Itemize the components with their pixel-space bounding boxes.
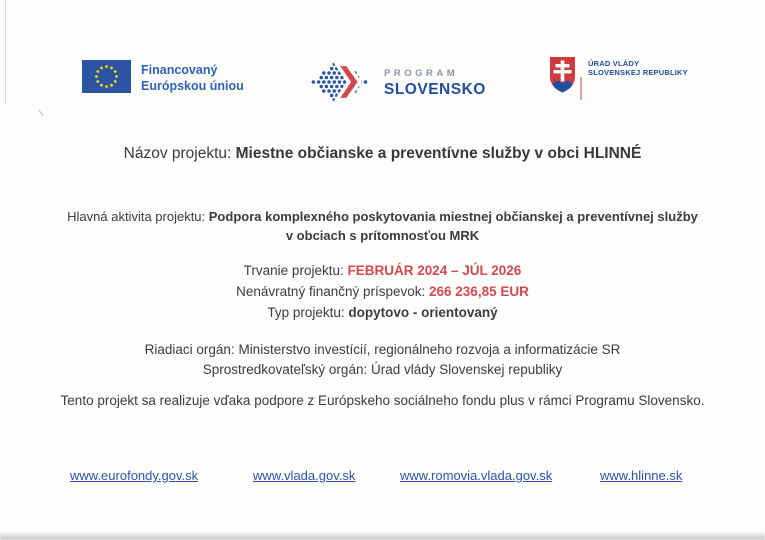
- grant-line: [0, 284, 765, 299]
- eu-funding-line1: Financovaný: [141, 63, 218, 77]
- duration-value: FEBRUÁR 2024 – JÚL 2026: [347, 263, 522, 278]
- link-eurofondy[interactable]: www.eurofondy.gov.sk: [70, 468, 199, 483]
- eu-funding-logo: [82, 60, 244, 94]
- main-activity-value-line1: Podpora komplexného poskytovania miestnej občianskej a preventívnej služby: [208, 209, 698, 224]
- urad-vlady-text: [588, 59, 688, 77]
- project-type-value: dopytovo - orientovaný: [348, 305, 498, 320]
- duration-line: [0, 263, 765, 278]
- link-hlinne[interactable]: www.hlinne.sk: [600, 468, 683, 483]
- managing-authority-line: Riadiaci orgán: Ministerstvo investícií, regionálneho rozvoja a informatizácie SR: [144, 342, 621, 357]
- scan-edge-line: [5, 0, 6, 104]
- duration-label: Trvanie projektu:: [243, 263, 348, 278]
- project-type-line: [0, 305, 765, 320]
- eu-stars-icon: [82, 60, 131, 93]
- grant-label: Nenávratný finančný príspevok:: [236, 284, 430, 299]
- slovak-coat-of-arms-icon: [549, 56, 576, 94]
- project-type-label: Typ projektu:: [267, 305, 349, 320]
- slovensko-label: SLOVENSKO: [384, 80, 486, 98]
- eu-funding-text: [141, 62, 244, 94]
- program-slovensko-logo: [310, 57, 486, 107]
- main-activity-label: Hlavná aktivita projektu:: [67, 209, 209, 224]
- project-title-value: Miestne občianske a preventívne služby v obci HLINNÉ: [235, 145, 642, 162]
- link-romovia[interactable]: www.romovia.vlada.gov.sk: [400, 468, 553, 483]
- link-vlada[interactable]: www.vlada.gov.sk: [253, 468, 356, 483]
- footer-note: Tento projekt sa realizuje vďaka podpore z Európskeho sociálneho fondu plus v rámci Programu Slovensko.: [60, 393, 705, 408]
- eu-flag-icon: [82, 60, 131, 93]
- urad-vlady-logo: [549, 56, 688, 100]
- grant-value: 266 236,85 EUR: [429, 284, 529, 299]
- program-label: PROGRAM: [384, 67, 459, 79]
- pen-mark: [39, 107, 48, 116]
- main-activity-line: [0, 207, 765, 245]
- urad-vlady-line2: SLOVENSKEJ REPUBLIKY: [588, 68, 688, 77]
- scan-bottom-shadow: [0, 531, 765, 540]
- program-slovensko-text: [384, 68, 486, 99]
- program-slovensko-icon: [310, 57, 372, 107]
- eu-funding-line2: Európskou úniou: [141, 79, 244, 93]
- intermediate-body-line: Sprostredkovateľský orgán: Úrad vlády Slovenskej republiky: [202, 362, 563, 377]
- uv-separator: [580, 77, 582, 100]
- project-title-line: [0, 145, 765, 163]
- urad-vlady-line1: ÚRAD VLÁDY: [588, 59, 640, 68]
- project-title-label: Názov projektu:: [123, 145, 236, 162]
- main-activity-value-line2: v obciach s prítomnosťou MRK: [285, 228, 480, 243]
- links-row: [0, 468, 765, 488]
